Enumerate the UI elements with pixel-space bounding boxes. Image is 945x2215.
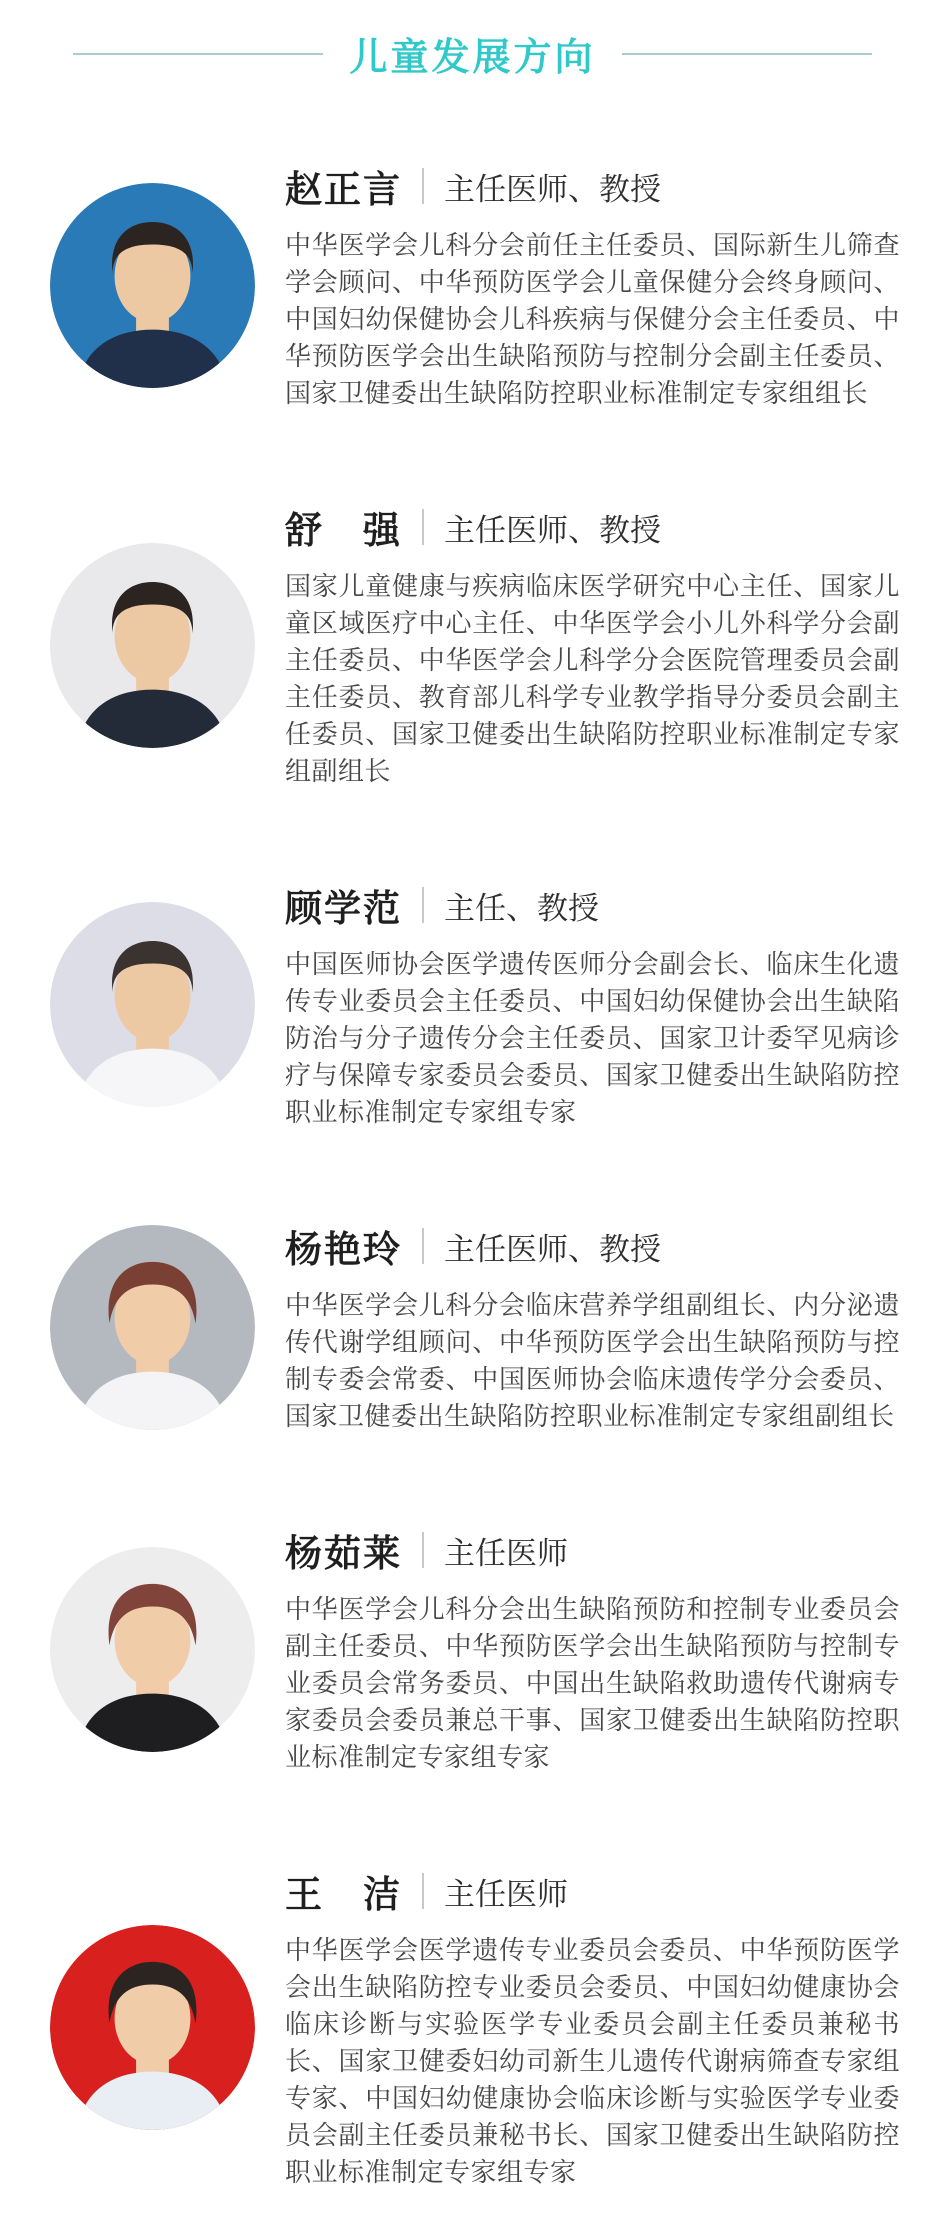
- expert-photo: [50, 1547, 255, 1752]
- name-title-divider: [422, 887, 424, 923]
- name-title-divider: [422, 1873, 424, 1909]
- name-title-divider: [422, 168, 424, 204]
- expert-profile: [0, 1864, 945, 2191]
- expert-name: 顾学范: [285, 888, 402, 929]
- expert-photo: [50, 543, 255, 748]
- expert-profile: [0, 500, 945, 790]
- name-title-divider: [422, 1532, 424, 1568]
- expert-title: 主任医师: [444, 1535, 568, 1571]
- header-rule-right: [622, 53, 872, 55]
- expert-profile: [0, 159, 945, 412]
- expert-title: 主任医师、教授: [444, 171, 661, 207]
- expert-info: [285, 878, 900, 1131]
- expert-profile: [0, 1219, 945, 1435]
- expert-description: 中国医师协会医学遗传医师分会副会长、临床生化遗传专业委员会主任委员、中国妇幼保健协会出生缺陷防治与分子遗传分会主任委员、国家卫计委罕见病诊疗与保障专家委员会委员、国家卫健委出生缺陷防控职业标准制定专家组专家: [285, 949, 900, 1127]
- expert-name-row: [285, 1864, 900, 1918]
- expert-name-row: [285, 878, 900, 932]
- expert-name-row: [285, 1219, 900, 1273]
- name-title-divider: [422, 1228, 424, 1264]
- header-rule-left: [73, 53, 323, 55]
- expert-photo: [50, 183, 255, 388]
- expert-name: 王 洁: [285, 1874, 402, 1915]
- expert-info: [285, 500, 900, 790]
- expert-description: 中华医学会儿科分会出生缺陷预防和控制专业委员会副主任委员、中华预防医学会出生缺陷预防与控制专业委员会常务委员、中国出生缺陷救助遗传代谢病专家委员会委员兼总干事、国家卫健委出生缺陷防控职业标准制定专家组专家: [285, 1594, 900, 1772]
- section-title: 儿童发展方向: [349, 37, 596, 79]
- expert-name-row: [285, 1523, 900, 1577]
- expert-name-row: [285, 159, 900, 213]
- expert-name: 杨艳玲: [285, 1229, 402, 1270]
- expert-name: 舒 强: [285, 510, 402, 551]
- expert-name: 杨茹莱: [285, 1533, 402, 1574]
- expert-profile: [0, 1523, 945, 1776]
- expert-info: [285, 1523, 900, 1776]
- expert-description: 中华医学会儿科分会前任主任委员、国际新生儿筛查学会顾问、中华预防医学会儿童保健分会终身顾问、中国妇幼保健协会儿科疾病与保健分会主任委员、中华预防医学会出生缺陷预防与控制分会副主任委员、国家卫健委出生缺陷防控职业标准制定专家组组长: [285, 230, 900, 408]
- name-title-divider: [422, 509, 424, 545]
- expert-info: [285, 1864, 900, 2191]
- expert-title: 主任医师、教授: [444, 512, 661, 548]
- expert-info: [285, 159, 900, 412]
- expert-description: 中华医学会医学遗传专业委员会委员、中华预防医学会出生缺陷防控专业委员会委员、中国妇幼健康协会临床诊断与实验医学专业委员会副主任委员兼秘书长、国家卫健委妇幼司新生儿遗传代谢病筛查专家组专家、中国妇幼健康协会临床诊断与实验医学专业委员会副主任委员兼秘书长、国家卫健委出生缺陷防控职业标准制定专家组专家: [285, 1935, 900, 2187]
- expert-description: 国家儿童健康与疾病临床医学研究中心主任、国家儿童区域医疗中心主任、中华医学会小儿外科学分会副主任委员、中华医学会儿科学分会医院管理委员会副主任委员、教育部儿科学专业教学指导分委员会副主任委员、国家卫健委出生缺陷防控职业标准制定专家组副组长: [285, 571, 900, 786]
- expert-name-row: [285, 500, 900, 554]
- expert-name: 赵正言: [285, 169, 402, 210]
- expert-photo: [50, 1925, 255, 2130]
- expert-photo: [50, 1225, 255, 1430]
- section-header: [0, 26, 945, 81]
- expert-title: 主任医师、教授: [444, 1231, 661, 1267]
- expert-profile: [0, 878, 945, 1131]
- expert-title: 主任、教授: [444, 890, 599, 926]
- expert-photo: [50, 902, 255, 1107]
- expert-description: 中华医学会儿科分会临床营养学组副组长、内分泌遗传代谢学组顾问、中华预防医学会出生缺陷预防与控制专委会常委、中国医师协会临床遗传学分会委员、国家卫健委出生缺陷防控职业标准制定专家组副组长: [285, 1290, 900, 1431]
- expert-info: [285, 1219, 900, 1435]
- expert-title: 主任医师: [444, 1876, 568, 1912]
